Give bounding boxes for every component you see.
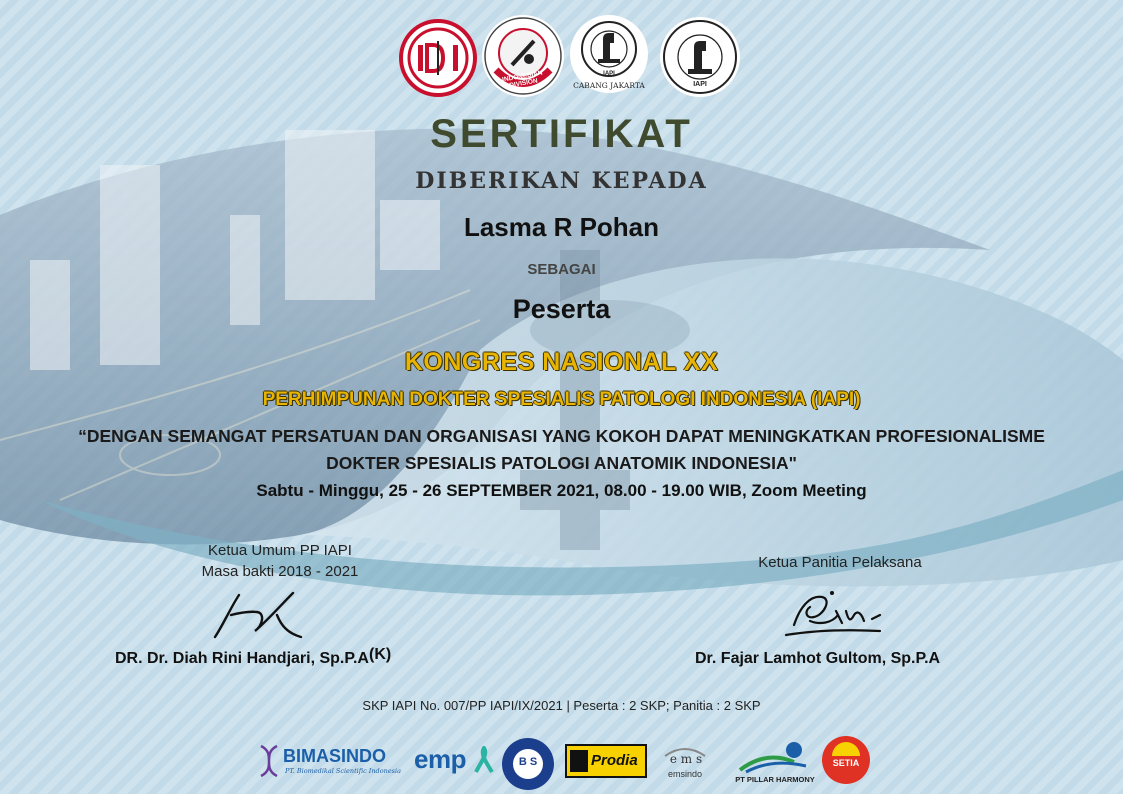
bimasindo-sub: PT. Biomedikal Scientific Indonesia (285, 767, 401, 775)
theme-line-1: “DENGAN SEMANGAT PERSATUAN DAN ORGANISASI YANG KOKOH DAPAT MENINGKATKAN PROFESIONALISME (78, 426, 1045, 446)
iap-division-logo (482, 15, 564, 97)
ems-name: e m s (669, 752, 703, 766)
left-signer-suffix: (K) (368, 646, 392, 663)
setia-name: SETIA (832, 758, 860, 768)
left-signer-title-line1: Ketua Umum PP IAPI (208, 542, 352, 559)
left-signature (205, 585, 315, 645)
event-theme (0, 423, 1123, 477)
setia-sun (832, 742, 860, 756)
iap-division-label: INDONESIAN DIVISION (501, 69, 544, 90)
recipient-role: Peserta (512, 294, 611, 324)
organization-name: PERHIMPUNAN DOKTER SPESIALIS PATOLOGI INDONESIA (IAPI) (262, 389, 861, 410)
recipient-name: Lasma R Pohan (463, 212, 660, 242)
iapi-logo (660, 17, 740, 97)
sponsor-emp (414, 744, 494, 778)
iapi-jakarta-sub: CABANG JAKARTA (573, 81, 645, 90)
emp-name: emp (414, 744, 466, 774)
dna-icon (255, 744, 283, 778)
left-signer-title (170, 540, 390, 582)
iapi-short: IAPI (693, 81, 707, 88)
bimasindo-name: BIMASINDO (283, 746, 386, 766)
certificate-title: SERTIFIKAT (430, 112, 693, 156)
theme-line-2: DOKTER SPESIALIS PATOLOGI ANATOMIK INDONESIA" (326, 453, 797, 473)
sponsor-prodia (565, 744, 647, 778)
sponsor-bimasindo (255, 742, 405, 782)
ems-sub: emsindo (667, 769, 703, 779)
ribbon-icon (472, 746, 496, 774)
iapi-jakarta-short: IAPI (603, 71, 615, 77)
given-to-label: DIBERIKAN KEPADA (415, 168, 708, 194)
skp-info: SKP IAPI No. 007/PP IAPI/IX/2021 | Peserta : 2 SKP; Panitia : 2 SKP (362, 698, 761, 713)
right-signer-name: Dr. Fajar Lamhot Gultom, Sp.P.A (695, 650, 941, 667)
sponsor-pillar (730, 740, 820, 788)
pillar-emblem (736, 740, 816, 774)
event-date: Sabtu - Minggu, 25 - 26 SEPTEMBER 2021, 08.00 - 19.00 WIB, Zoom Meeting (256, 481, 867, 500)
left-signer-title-line2: Masa bakti 2018 - 2021 (201, 563, 359, 580)
left-signer-name: DR. Dr. Diah Rini Handjari, Sp.P.A (115, 650, 369, 667)
left-signer-name-line (115, 646, 455, 668)
idi-emblem (403, 23, 473, 93)
pillar-name: PT PILLAR HARMONY (735, 775, 815, 784)
right-signature (780, 585, 900, 645)
prodia-mark (570, 750, 588, 772)
event-title: KONGRES NASIONAL XX (404, 348, 719, 376)
right-signer-title: Ketua Panitia Pelaksana (758, 554, 922, 571)
prodia-name: Prodia (591, 752, 638, 769)
sponsor-bios (502, 738, 554, 790)
idi-logo (399, 19, 477, 97)
bios-letters: B S (518, 756, 538, 768)
as-label: SEBAGAI (527, 261, 596, 278)
iapi-jakarta-logo (570, 15, 648, 93)
sponsor-ems (655, 744, 715, 784)
sponsor-setia (822, 736, 870, 784)
